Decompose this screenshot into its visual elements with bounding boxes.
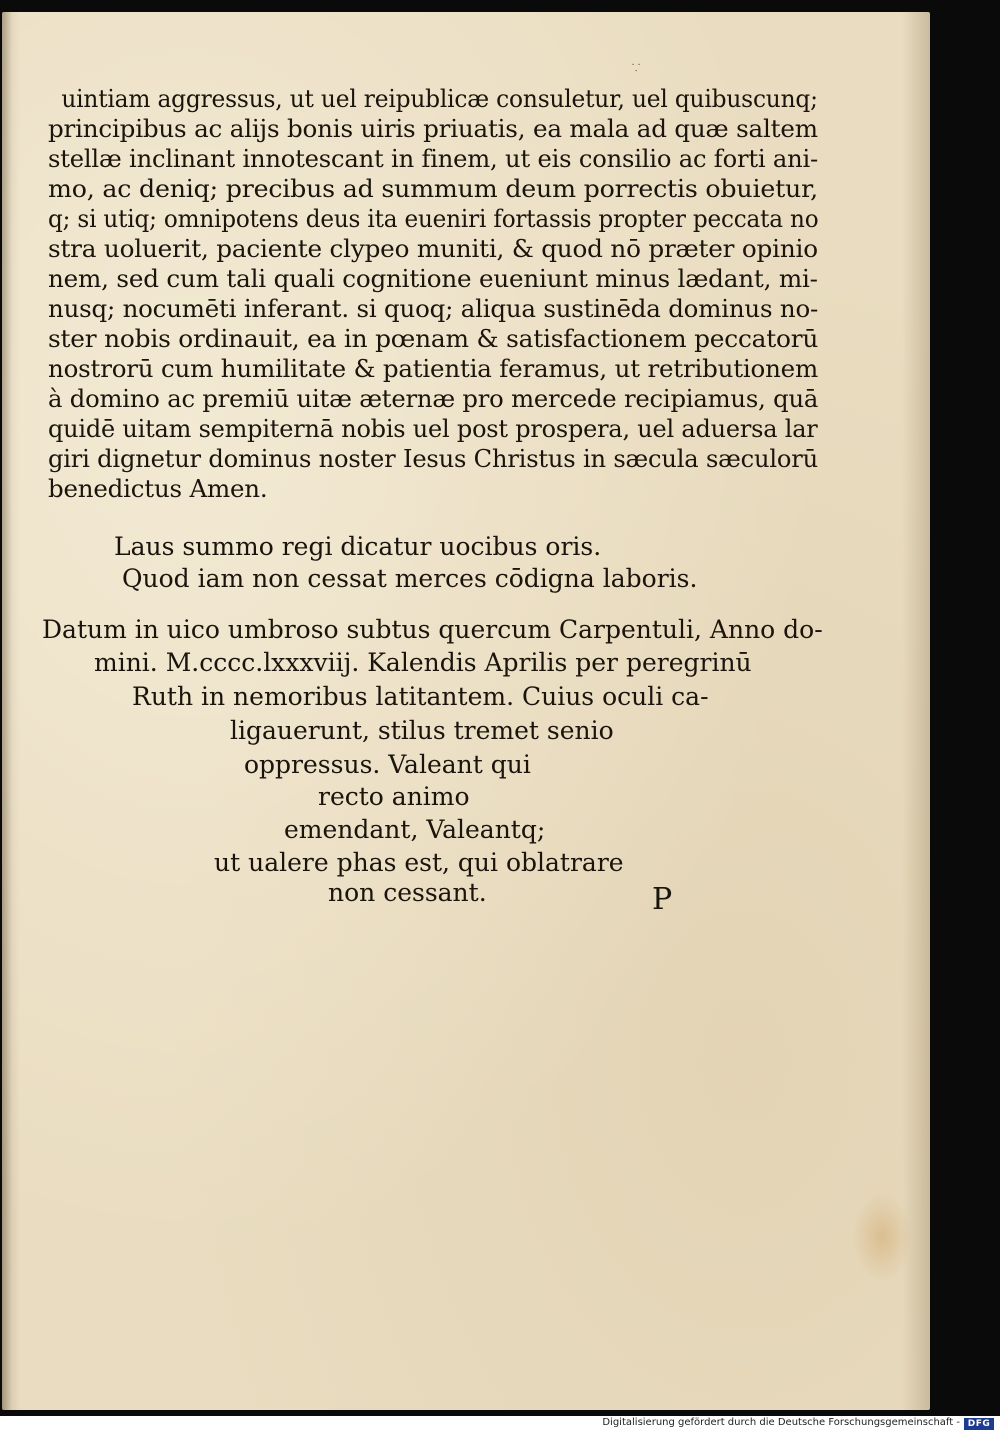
colophon-line: Ruth in nemoribus latitantem. Cuius oculi ca- <box>132 682 709 711</box>
text-line: giri dignetur dominus noster Iesus Christus in sæcula sæculorū <box>48 444 818 473</box>
paper-stain <box>852 1192 912 1282</box>
text-line: mo, ac deniq; precibus ad summum deum porrectis obuietur, <box>48 174 819 203</box>
page-fold-shadow <box>2 12 12 1410</box>
text-line: quidē uitam sempiternā nobis uel post prospera, uel aduersa lar <box>48 414 818 443</box>
text-line: ster nobis ordinauit, ea in pœnam & satisfactionem peccatorū <box>48 324 819 353</box>
text-line: principibus ac alijs bonis uiris priuatis, ea mala ad quæ saltem <box>48 114 818 143</box>
ink-specks: ⸪ <box>632 63 641 74</box>
colophon-line: mini. M.cccc.lxxxviij. Kalendis Aprilis per peregrinū <box>94 648 752 677</box>
signature-mark: P <box>652 882 673 917</box>
text-line: q; si utiq; omnipotens deus ita eueniri fortassis propter peccata no <box>48 204 819 233</box>
body-text <box>48 84 818 504</box>
colophon-line: Datum in uico umbroso subtus quercum Carpentuli, Anno do- <box>42 615 823 644</box>
colophon-line: emendant, Valeantq; <box>284 815 546 844</box>
text-line: uintiam aggressus, ut uel reipublicæ consuletur, uel quibuscunq; <box>61 84 818 113</box>
colophon-line: ligauerunt, stilus tremet senio <box>230 716 614 745</box>
book-page <box>2 12 930 1410</box>
verse-line: Laus summo regi dicatur uocibus oris. <box>114 532 602 561</box>
colophon-line: ut ualere phas est, qui oblatrare <box>214 848 624 877</box>
funding-notice: Digitalisierung gefördert durch die Deutsche Forschungsgemeinschaft - <box>602 1417 960 1428</box>
colophon-line: oppressus. Valeant qui <box>244 750 531 779</box>
text-line: à domino ac premiū uitæ æternæ pro mercede recipiamus, quā <box>48 384 819 413</box>
colophon-line: non cessant. <box>328 878 487 907</box>
text-line: benedictus Amen. <box>48 474 268 503</box>
text-line: stra uoluerit, paciente clypeo muniti, & quod nō præter opinio <box>48 234 818 263</box>
text-line: nem, sed cum tali quali cognitione eueniunt minus lædant, mi- <box>48 264 818 293</box>
dfg-logo-icon: DFG <box>964 1418 994 1430</box>
verse-line: Quod iam non cessat merces cōdigna laboris. <box>122 564 698 593</box>
text-line: stellæ inclinant innotescant in finem, ut eis consilio ac forti ani- <box>48 144 819 173</box>
footer-bar <box>0 1416 1000 1433</box>
colophon-line: recto animo <box>318 782 470 811</box>
text-line: nusq; nocumēti inferant. si quoq; aliqua sustinēda dominus no- <box>48 294 819 323</box>
text-line: nostrorū cum humilitate & patientia feramus, ut retributionem <box>48 354 819 383</box>
